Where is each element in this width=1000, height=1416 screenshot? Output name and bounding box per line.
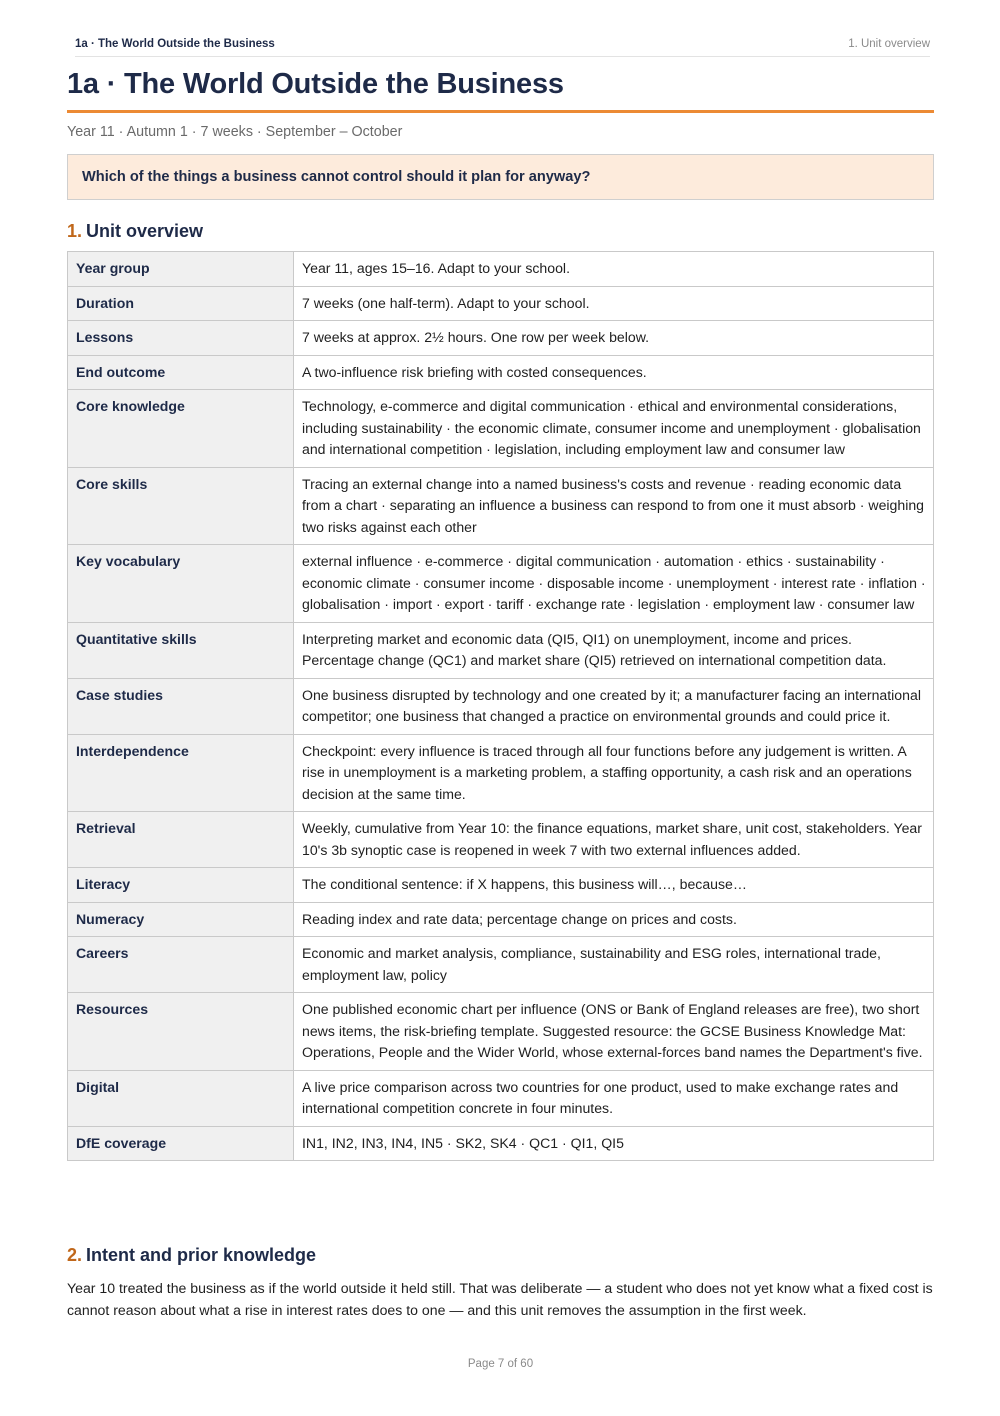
table-row <box>68 734 934 812</box>
table-row <box>68 993 934 1071</box>
running-header-section: 1. Unit overview <box>848 38 930 50</box>
table-row <box>68 467 934 545</box>
row-value: 7 weeks at approx. 2½ hours. One row per week below. <box>294 321 934 356</box>
row-label: Digital <box>68 1070 294 1126</box>
table-row <box>68 868 934 903</box>
row-label: End outcome <box>68 355 294 390</box>
row-value: 7 weeks (one half-term). Adapt to your school. <box>294 286 934 321</box>
row-value: A two-influence risk briefing with costed consequences. <box>294 355 934 390</box>
section-number: 1. <box>67 221 83 241</box>
row-value: Economic and market analysis, compliance, sustainability and ESG roles, international trade, employment law, policy <box>294 937 934 993</box>
page-number: Page 7 of 60 <box>467 1358 534 1370</box>
section-number: 2. <box>67 1245 83 1265</box>
table-row <box>68 902 934 937</box>
row-label: Retrieval <box>68 812 294 868</box>
row-label: Case studies <box>68 678 294 734</box>
row-value: Checkpoint: every influence is traced through all four functions before any judgement is written. A rise in unemployment is a marketing problem, a staffing opportunity, a cash risk and an operations decision at the same time. <box>294 734 934 812</box>
table-row <box>68 355 934 390</box>
row-label: Year group <box>68 252 294 287</box>
table-row <box>68 390 934 468</box>
row-value: Weekly, cumulative from Year 10: the finance equations, market share, unit cost, stakeholders. Year 10's 3b synoptic case is reopened in week 7 with two external influences added. <box>294 812 934 868</box>
row-value: One business disrupted by technology and one created by it; a manufacturer facing an international competitor; one business that changed a practice on environmental grounds and could price it. <box>294 678 934 734</box>
row-label: Interdependence <box>68 734 294 812</box>
row-value: external influence · e-commerce · digital communication · automation · ethics · sustainability · economic climate · consumer income · disposable income · unemployment · interest rate · inflation · globalisation · import · export · tariff · exchange rate · legislation · employment law · consumer law <box>294 545 934 623</box>
unit-meta: Year 11 · Autumn 1 · 7 weeks · September – October <box>67 124 403 140</box>
row-value: Reading index and rate data; percentage change on prices and costs. <box>294 902 934 937</box>
row-label: Literacy <box>68 868 294 903</box>
row-label: Numeracy <box>68 902 294 937</box>
row-value: IN1, IN2, IN3, IN4, IN5 · SK2, SK4 · QC1 · QI1, QI5 <box>294 1126 934 1161</box>
row-label: Quantitative skills <box>68 622 294 678</box>
row-label: Careers <box>68 937 294 993</box>
table-row <box>68 1126 934 1161</box>
row-value: A live price comparison across two countries for one product, used to make exchange rates and international competition concrete in four minutes. <box>294 1070 934 1126</box>
table-row <box>68 812 934 868</box>
table-row <box>68 1070 934 1126</box>
intent-paragraph: Year 10 treated the business as if the world outside it held still. That was deliberate — a student who does not yet know what a fixed cost is cannot reason about what a rise in interest rates does to one — and this unit removes the assumption in the first week. <box>67 1280 933 1318</box>
row-value: Tracing an external change into a named business's costs and revenue · reading economic data from a chart · separating an influence a business can respond to from one it must absorb · weighing two risks against each other <box>294 467 934 545</box>
running-header <box>75 38 930 57</box>
row-label: DfE coverage <box>68 1126 294 1161</box>
row-label: Lessons <box>68 321 294 356</box>
key-question-box <box>67 154 934 200</box>
section-title: Intent and prior knowledge <box>86 1245 317 1265</box>
row-value: The conditional sentence: if X happens, this business will…, because… <box>294 868 934 903</box>
key-question-text: Which of the things a business cannot control should it plan for anyway? <box>82 169 591 185</box>
section-heading-intent <box>67 1245 316 1266</box>
row-label: Core skills <box>68 467 294 545</box>
page-title: 1a · The World Outside the Business <box>67 68 934 113</box>
row-label: Core knowledge <box>68 390 294 468</box>
row-value: One published economic chart per influence (ONS or Bank of England releases are free), two short news items, the risk-briefing template. Suggested resource: the GCSE Business Knowledge Mat: Operations, People and the Wider World, whose external-forces band names the Department's five. <box>294 993 934 1071</box>
row-value: Year 11, ages 15–16. Adapt to your school. <box>294 252 934 287</box>
section-title: Unit overview <box>86 221 204 241</box>
table-row <box>68 545 934 623</box>
table-row <box>68 321 934 356</box>
row-label: Duration <box>68 286 294 321</box>
row-value: Technology, e-commerce and digital communication · ethical and environmental considerations, including sustainability · the economic climate, consumer income and unemployment · globalisation and international competition · legislation, including employment law and consumer law <box>294 390 934 468</box>
table-row <box>68 678 934 734</box>
table-row <box>68 252 934 287</box>
unit-overview-table <box>67 251 934 1161</box>
section-heading-unit-overview <box>67 221 203 242</box>
row-label: Resources <box>68 993 294 1071</box>
table-row <box>68 937 934 993</box>
running-header-title: 1a · The World Outside the Business <box>75 38 275 50</box>
row-value: Interpreting market and economic data (QI5, QI1) on unemployment, income and prices. Percentage change (QC1) and market share (QI5) retrieved on international competition data. <box>294 622 934 678</box>
row-label: Key vocabulary <box>68 545 294 623</box>
table-row <box>68 622 934 678</box>
table-row <box>68 286 934 321</box>
